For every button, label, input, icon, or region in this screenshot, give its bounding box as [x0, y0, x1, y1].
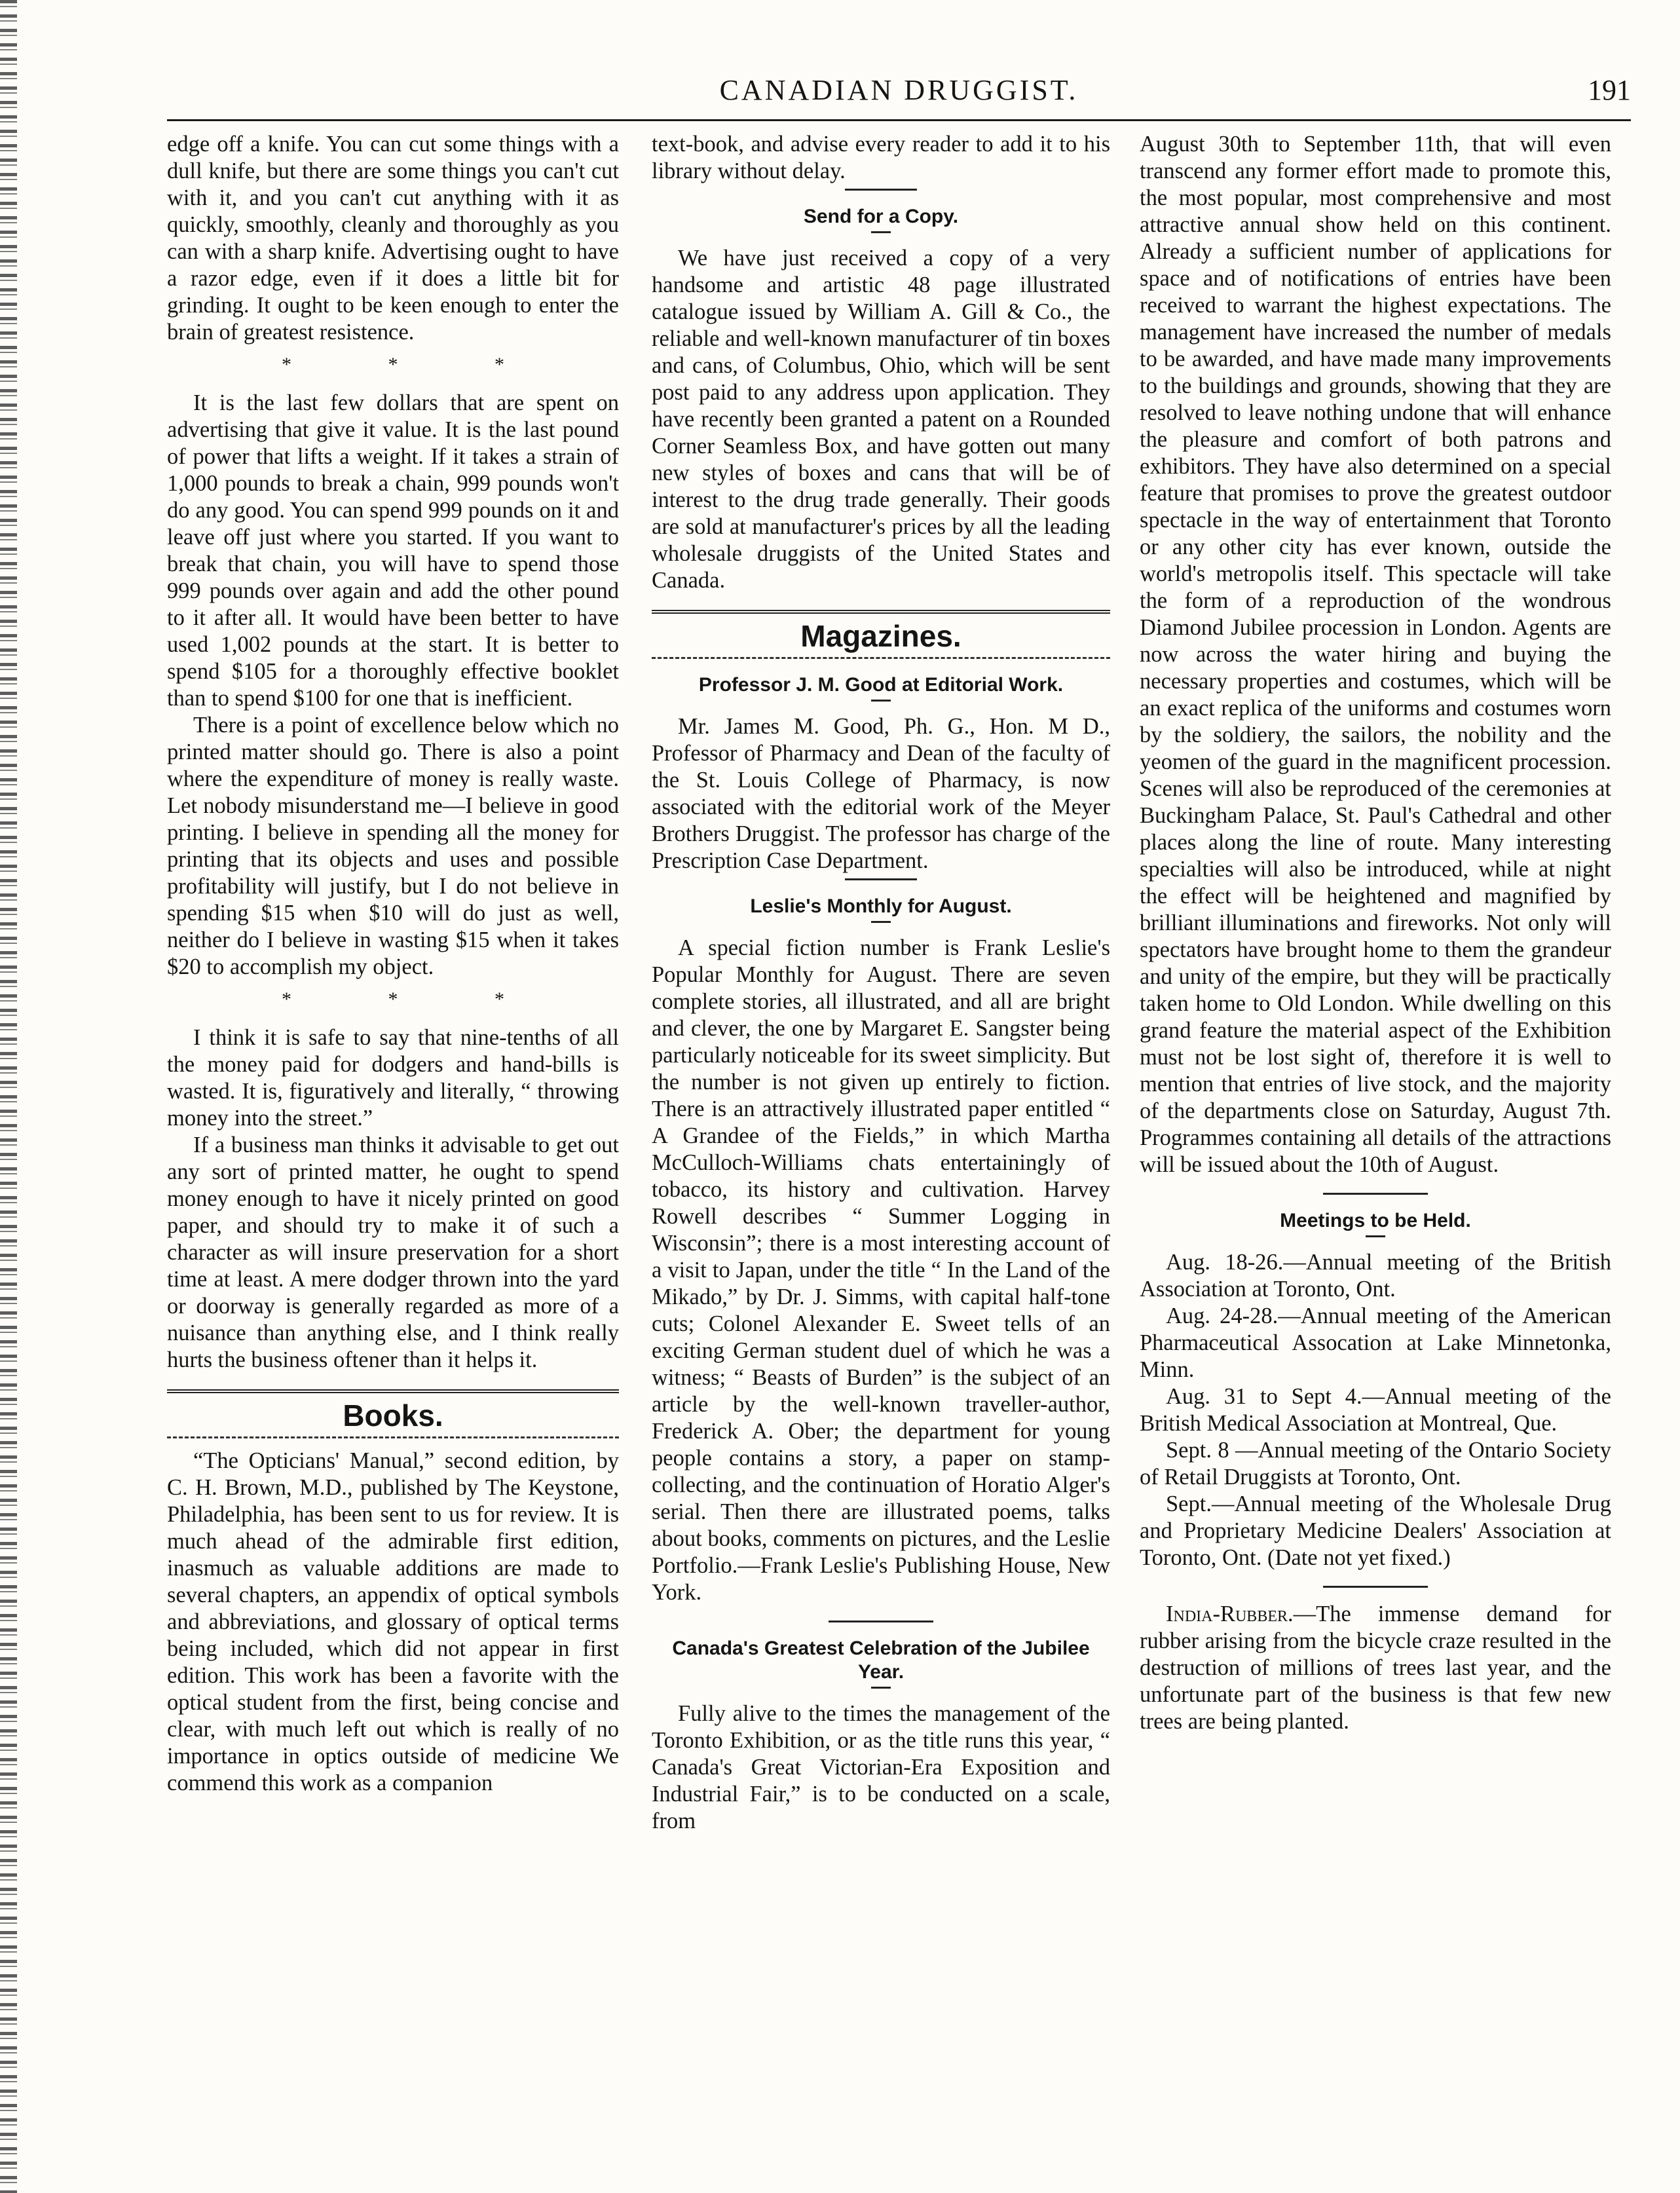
paragraph: August 30th to September 11th, that will even transcend any former effort made to promote this, the most popular, most comprehensive and most attractive annual show held on this continent. Already a sufficient number of applications for space and of notifications of entries have been received to warrant the highest expectations. The management have increased the number of medals to be awarded, and have made many improvements to the buildings and grounds, showing that they are resolved to leave nothing undone that will enhance the pleasure and comfort of both patrons and exhibitors. They have also determined on a special feature that promises to prove the greatest outdoor spectacle in the way of entertainment that Toronto or any other city has ever known, outside the world's metropolis itself. This spectacle will take the form of a reproduction of the wondrous Diamond Jubilee procession in London. Agents are now across the water hiring and buying the necessary properties and costumes, which will be an exact replica of the uniforms and costumes worn by the soldiery, the sailors, the nobility and the yeomen of the guard in the magnificent procession. Scenes will also be reproduced of the ceremonies at Buckingham Palace, St. Paul's Cathedral and other places along the line of route. Many interesting specialties will also be introduced, while at night the effect will be heightened and magnified by brilliant illuminations and fireworks. Not only will spectators have brought home to them the grandeur and unity of the empire, but they will be practically taken home to Old London. While dwelling on this grand feature the material aspect of the Exhibition must not be lost sight of, therefore it is well to mention that entries of live stock, and the majority of the departments close on Saturday, August 7th. Programmes containing all details of the attractions will be issued about the 10th of August.	[1140, 132, 1611, 1177]
section-heading-magazines: Magazines.	[652, 610, 1110, 659]
rule	[871, 231, 891, 233]
page-number: 191	[1588, 74, 1631, 106]
column-right	[1140, 131, 1611, 2103]
paragraph: It is the last few dollars that are spent on advertising that give it value. It is the last pound of power that lifts a weight. If it takes a strain of 1,000 pounds to break a chain, 999 pounds won't do any good. You can spend 999 pounds on it and leave off just where you started. If you want to break that chain, you will have to spend those 999 pounds over again and add the other pound to it after all. It would have been better to have used 1,002 pounds at the start. It is better to spend $105 for a thoroughly effective booklet than to spend $100 for one that is inefficient.	[167, 390, 619, 711]
meeting-item: Aug. 31 to Sept 4.—Annual meeting of the British Medical Association at Montreal, Que.	[1140, 1384, 1611, 1436]
scan-binding-edge	[0, 0, 17, 2193]
paragraph: We have just received a copy of a very handsome and artistic 48 page illustrated catalogue issued by William A. Gill & Co., the reliable and well-known manufacturer of tin boxes and cans, of Columbus, Ohio, which will be sent post paid to any address upon application. They have recently been granted a patent on a Rounded Corner Seamless Box, and have gotten out many new styles of boxes and cans that will be of interest to the drug trade generally. Their goods are sold at manufacturer's prices by all the leading wholesale druggists of the United States and Canada.	[652, 246, 1110, 593]
column-middle	[652, 131, 1110, 2103]
paragraph: Fully alive to the times the management of the Toronto Exhibition, or as the title runs this year, “ Canada's Great Victorian-Era Exposition and Industrial Fair,” is to be conducted on a scale, from	[652, 1701, 1110, 1833]
meeting-item: Sept.—Annual meeting of the Wholesale Drug and Proprietary Medicine Dealers' Association at Toronto, Ont. (Date not yet fixed.)	[1140, 1491, 1611, 1570]
rule	[871, 700, 891, 702]
meeting-item: Aug. 24-28.—Annual meeting of the American Pharmaceutical Assocation at Lake Minnetonka, Minn.	[1140, 1303, 1611, 1382]
rule	[845, 189, 917, 191]
column-left	[167, 131, 619, 2103]
section-heading-books: Books.	[167, 1389, 619, 1438]
section-divider-stars: * * *	[282, 354, 550, 375]
paragraph: “The Opticians' Manual,” second edition, by C. H. Brown, M.D., published by The Keystone, Philadelphia, has been sent to us for review. It is much ahead of the admirable first edition, inasmuch as valuable additions are made to several chapters, an appendix of optical symbols and abbreviations, and glossary of optical terms being included, which did not appear in first edition. This work has been a favorite with the optical student from the first, being concise and clear, with much left out which is really of no importance in optics outside of medicine We commend this work as a companion	[167, 1448, 619, 1795]
article-heading: Canada's Greatest Celebration of the Jubilee Year.	[672, 1638, 1090, 1683]
running-head: CANADIAN DRUGGIST.	[719, 74, 1079, 106]
paragraph: text-book, and advise every reader to add it to his library without delay.	[652, 132, 1110, 183]
rule	[829, 1621, 933, 1622]
paragraph: If a business man thinks it advisable to get out any sort of printed matter, he ought to spend money enough to have it nicely printed on good paper, and should try to make it of such a character as will insure preservation for a short time at least. A mere dodger thrown into the yard or doorway is generally regarded as more of a nuisance than anything else, and I think really hurts the business oftener than it helps it.	[167, 1133, 619, 1372]
meeting-item: Sept. 8 —Annual meeting of the Ontario Society of Retail Druggists at Toronto, Ont.	[1140, 1438, 1611, 1490]
rule	[845, 878, 917, 880]
page-header	[167, 73, 1631, 121]
paragraph: Mr. James M. Good, Ph. G., Hon. M D., Professor of Pharmacy and Dean of the faculty of the St. Louis College of Pharmacy, is now associated with the editorial work of the Meyer Brothers Druggist. The professor has charge of the Prescription Case Department.	[652, 714, 1110, 873]
paragraph: I think it is safe to say that nine-tenths of all the money paid for dodgers and hand-bills is wasted. It is, figuratively and literally, “ throwing money into the street.”	[167, 1025, 619, 1131]
article-heading: Send for a Copy.	[803, 206, 959, 227]
lead-in: India-Rubber.	[1166, 1602, 1294, 1626]
paragraph: There is a point of excellence below which no printed matter should go. There is also a point where the expenditure of money is really waste. Let nobody misunderstand me—I believe in good printing. I believe in spending all the money for printing that its objects and uses and possible profitability will justify, but I do not believe in spending $15 when $10 will do just as well, neither do I believe in wasting $15 when it takes $20 to accomplish my object.	[167, 713, 619, 979]
paragraph-india-rubber	[1140, 1601, 1611, 1735]
rule	[1366, 1235, 1385, 1237]
rule	[1323, 1193, 1428, 1195]
rule	[871, 921, 891, 923]
meeting-item: Aug. 18-26.—Annual meeting of the British Association at Toronto, Ont.	[1140, 1250, 1611, 1302]
section-divider-stars: * * *	[282, 988, 550, 1010]
paragraph: A special fiction number is Frank Leslie's Popular Monthly for August. There are seven complete stories, all illustrated, and all are bright and clever, the one by Margaret E. Sangster being particularly noticeable for its sweet simplicity. But the number is not given up entirely to fiction. There is an attractively illustrated paper entitled “ A Grandee of the Fields,” in which Martha McCulloch-Williams chats entertainingly of tobacco, its history and cultivation. Harvey Rowell describes “ Summer Logging in Wisconsin”; there is a most interesting account of a visit to Japan, under the title “ In the Land of the Mikado,” by Dr. J. Simms, with capital half-tone cuts; Colonel Alexander E. Sweet tells of an exciting German student duel of which he was a witness; “ Beasts of Burden” is the subject of an article by the well-known traveller-author, Frederick A. Ober; the department for young people contains a story, a paper on stamp-collecting, and the continuation of Horatio Alger's serial. Then there are illustrated poems, talks about books, comments on pictures, and the Leslie Portfolio.—Frank Leslie's Publishing House, New York.	[652, 935, 1110, 1605]
article-heading: Professor J. M. Good at Editorial Work.	[698, 674, 1064, 696]
article-heading: Meetings to be Held.	[1280, 1210, 1471, 1231]
rule	[1323, 1586, 1428, 1588]
paragraph-text: —The immense demand for rubber arising from the bicycle craze resulted in the destruction of millions of trees last year, and the unfortunate part of the business is that few new trees are being planted.	[1140, 1602, 1611, 1734]
rule	[871, 1687, 891, 1689]
paragraph: edge off a knife. You can cut some things with a dull knife, but there are some things you can't cut with it, and you can't cut anything with it as quickly, smoothly, cleanly and thoroughly as you can with a sharp knife. Advertising ought to have a razor edge, even if it does a little bit for grinding. It ought to be keen enough to enter the brain of greatest resistence.	[167, 132, 619, 345]
article-heading: Leslie's Monthly for August.	[750, 895, 1012, 917]
